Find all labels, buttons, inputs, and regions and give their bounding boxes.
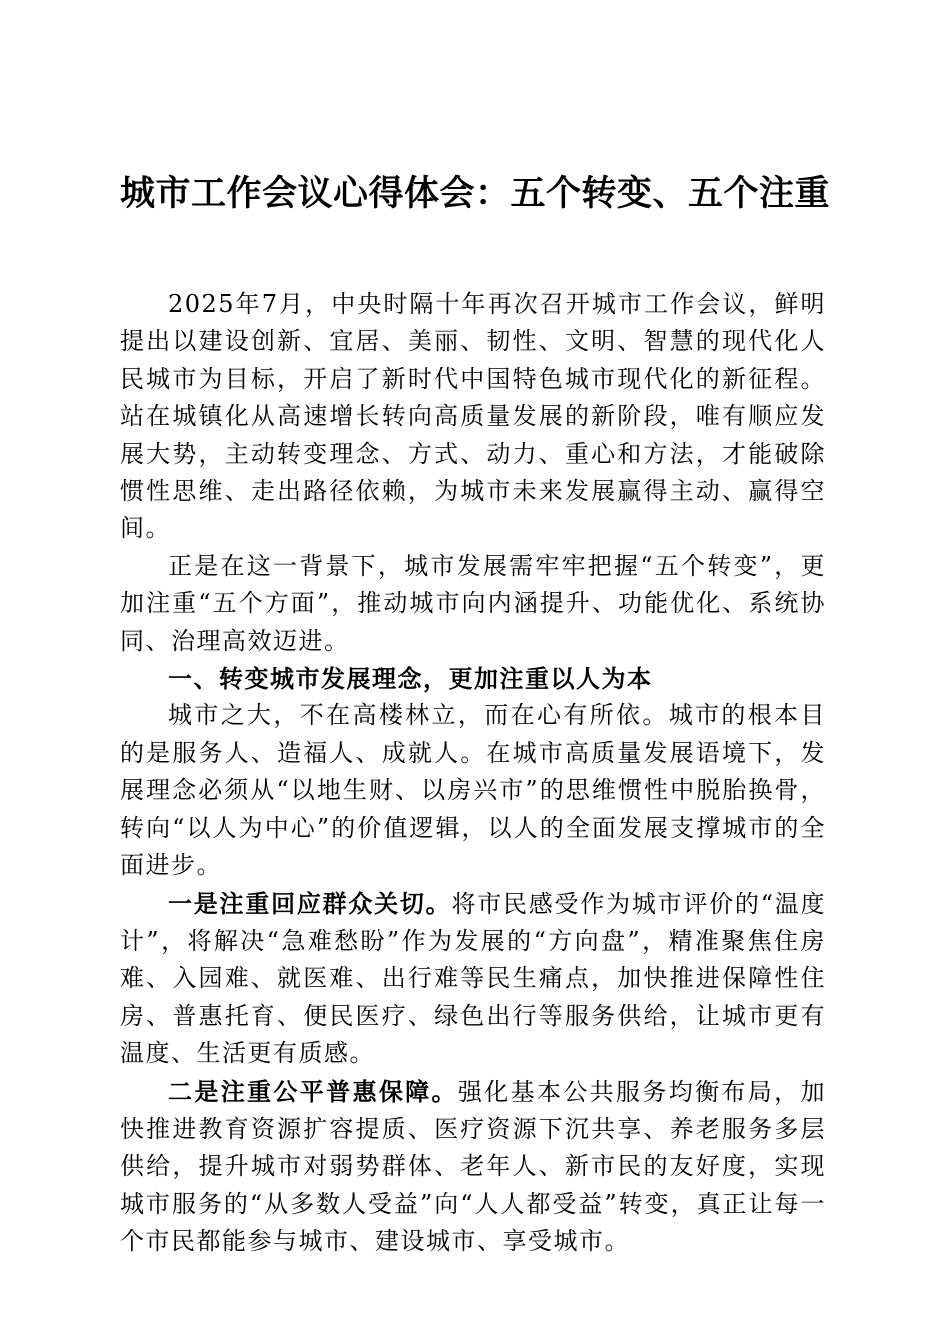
paragraph-point-1 [120, 885, 826, 1073]
point-1-text: 将市民感受作为城市评价的“温度计”，将解决“急难愁盼”作为发展的“方向盘”，精准聚焦住房难、入园难、就医难、出行难等民生痛点，加快推进保障性住房、普惠托育、便民医疗、绿色出行等服务供给，让城市更有温度、生活更有质感。 [120, 889, 826, 1068]
section-heading-1: 一、转变城市发展理念，更加注重以人为本 [168, 664, 653, 694]
paragraph-section-1: 城市之大，不在高楼林立，而在心有所依。城市的根本目的是服务人、造福人、成就人。在城市高质量发展语境下，发展理念必须从“以地生财、以房兴市”的思维惯性中脱胎换骨，转向“以人为中心”的价值逻辑，以人的全面发展支撑城市的全面进步。 [120, 701, 826, 880]
paragraph-point-2 [120, 1073, 826, 1261]
point-2-lead: 二是注重公平普惠保障。 [168, 1076, 458, 1106]
paragraph-intro: 2025年7月，中央时隔十年再次召开城市工作会议，鲜明提出以建设创新、宜居、美丽、韧性、文明、智慧的现代化人民城市为目标，开启了新时代中国特色城市现代化的新征程。站在城镇化从高速增长转向高质量发展的新阶段，唯有顺应发展大势，主动转变理念、方式、动力、重心和方法，才能破除惯性思维、走出路径依赖，为城市未来发展赢得主动、赢得空间。 [120, 290, 826, 543]
paragraph-background: 正是在这一背景下，城市发展需牢牢把握“五个转变”，更加注重“五个方面”，推动城市向内涵提升、功能优化、系统协同、治理高效迈进。 [120, 551, 826, 655]
point-2-text: 强化基本公共服务均衡布局，加快推进教育资源扩容提质、医疗资源下沉共享、养老服务多层供给，提升城市对弱势群体、老年人、新市民的友好度，实现城市服务的“从多数人受益”向“人人都受益”转变，真正让每一个市民都能参与城市、建设城市、享受城市。 [120, 1077, 827, 1256]
document-body [120, 286, 826, 1261]
point-1-lead: 一是注重回应群众关切。 [168, 888, 452, 918]
document-title: 城市工作会议心得体会：五个转变、五个注重 [119, 173, 830, 214]
